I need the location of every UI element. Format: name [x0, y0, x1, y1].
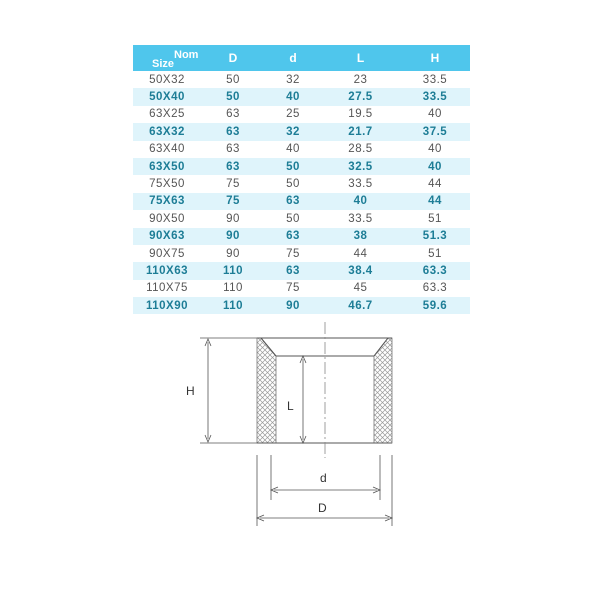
dimension-l — [300, 356, 306, 443]
cell-height: 51 — [428, 212, 442, 225]
cell-length: 38 — [321, 228, 400, 245]
cell-height: 33.5 — [422, 73, 448, 86]
cell-height: 40 — [428, 143, 442, 156]
cell-outer-diameter: 90 — [201, 228, 265, 245]
cell-height: 40 — [428, 108, 442, 121]
cell-length: 38.4 — [321, 262, 400, 279]
dimension-h — [200, 338, 257, 443]
cell-size: 63X40 — [149, 143, 185, 156]
header-inner-diameter: d — [265, 45, 321, 71]
cell-size: 90X75 — [149, 247, 185, 260]
cell-inner-diameter: 25 — [286, 108, 300, 121]
cell-height: 59.6 — [400, 297, 470, 314]
cell-outer-diameter: 90 — [226, 212, 240, 225]
cell-length: 44 — [353, 247, 368, 260]
cell-inner-diameter: 50 — [286, 178, 300, 191]
cell-size: 63X32 — [133, 123, 201, 140]
label-d-inner: d — [320, 471, 327, 485]
cell-length: 33.5 — [348, 178, 373, 191]
cell-outer-diameter: 90 — [226, 247, 240, 260]
cell-inner-diameter: 63 — [265, 193, 321, 210]
cell-size: 75X50 — [149, 178, 185, 191]
cell-inner-diameter: 75 — [286, 282, 300, 295]
cell-inner-diameter: 63 — [265, 228, 321, 245]
cell-height: 51 — [428, 247, 442, 260]
header-length: L — [321, 45, 400, 71]
cell-size: 90X63 — [133, 228, 201, 245]
cell-size: 110X63 — [133, 262, 201, 279]
cell-outer-diameter: 75 — [201, 193, 265, 210]
cell-length: 40 — [321, 193, 400, 210]
header-size-label: Size — [152, 58, 175, 70]
cell-length: 28.5 — [348, 143, 373, 156]
cell-size: 50X32 — [149, 73, 185, 86]
cell-inner-diameter: 40 — [286, 143, 300, 156]
cell-size: 63X50 — [133, 158, 201, 175]
cell-length: 23 — [353, 73, 368, 86]
right-wall-section — [374, 338, 392, 443]
cell-height: 44 — [428, 178, 442, 191]
cell-outer-diameter: 75 — [226, 178, 240, 191]
cell-length: 27.5 — [321, 88, 400, 105]
cell-outer-diameter: 50 — [201, 88, 265, 105]
cell-outer-diameter: 110 — [223, 282, 243, 295]
cell-inner-diameter: 50 — [265, 158, 321, 175]
cell-inner-diameter: 90 — [265, 297, 321, 314]
cell-height: 44 — [400, 193, 470, 210]
cell-inner-diameter: 40 — [265, 88, 321, 105]
cell-height: 33.5 — [400, 88, 470, 105]
body-outline — [257, 338, 392, 443]
cell-length: 33.5 — [348, 212, 373, 225]
cell-height: 40 — [400, 158, 470, 175]
header-nom-label: Nom — [174, 49, 199, 61]
label-h: H — [186, 384, 195, 398]
cell-height: 63.3 — [400, 262, 470, 279]
cell-size: 110X75 — [146, 282, 188, 295]
cell-inner-diameter: 63 — [265, 262, 321, 279]
cell-size: 90X50 — [149, 212, 185, 225]
cell-outer-diameter: 63 — [201, 123, 265, 140]
cell-size: 75X63 — [133, 193, 201, 210]
cell-inner-diameter: 32 — [265, 123, 321, 140]
dimension-d-outer — [257, 455, 392, 526]
cell-outer-diameter: 63 — [226, 143, 240, 156]
cell-length: 32.5 — [321, 158, 400, 175]
cell-outer-diameter: 50 — [226, 73, 240, 86]
cell-length: 21.7 — [321, 123, 400, 140]
cell-size: 110X90 — [133, 297, 201, 314]
cell-size: 63X25 — [149, 108, 185, 121]
cell-outer-diameter: 63 — [201, 158, 265, 175]
cell-outer-diameter: 110 — [201, 262, 265, 279]
cell-length: 19.5 — [348, 108, 373, 121]
cell-inner-diameter: 50 — [286, 212, 300, 225]
label-l: L — [287, 399, 294, 413]
cell-length: 46.7 — [321, 297, 400, 314]
header-outer-diameter: D — [201, 45, 265, 71]
cell-height: 37.5 — [400, 123, 470, 140]
cell-length: 45 — [353, 282, 368, 295]
cell-inner-diameter: 75 — [286, 247, 300, 260]
cell-height: 51.3 — [400, 228, 470, 245]
cell-inner-diameter: 32 — [286, 73, 300, 86]
header-height: H — [400, 45, 470, 71]
cell-outer-diameter: 63 — [226, 108, 240, 121]
left-wall-section — [257, 338, 276, 443]
cell-size: 50X40 — [133, 88, 201, 105]
label-d-outer: D — [318, 501, 327, 515]
cell-height: 63.3 — [422, 282, 448, 295]
cell-outer-diameter: 110 — [201, 297, 265, 314]
